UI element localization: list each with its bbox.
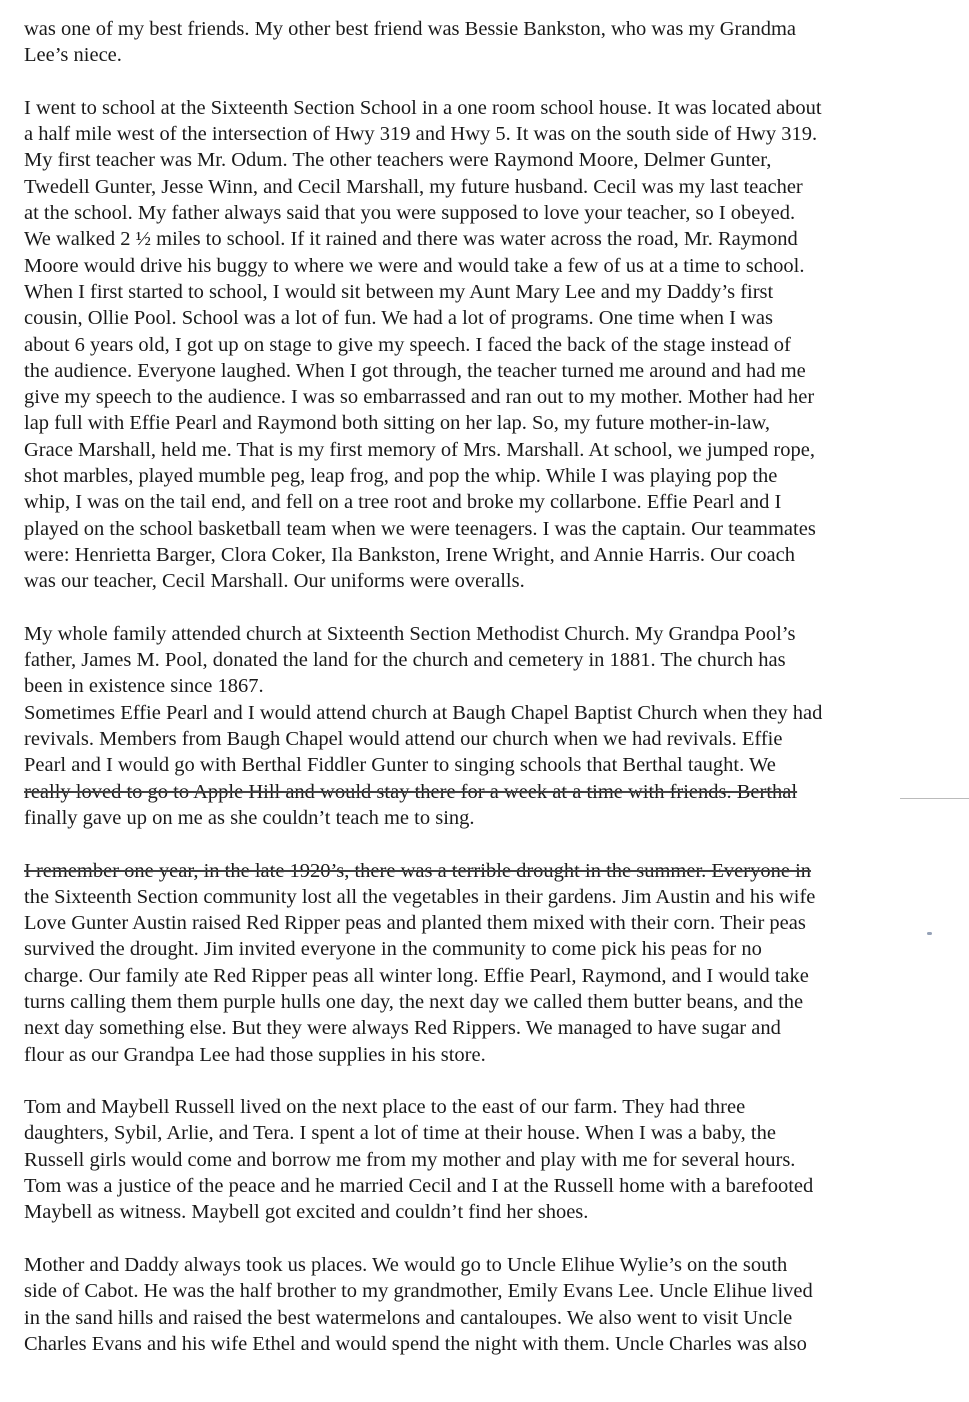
text-line: was our teacher, Cecil Marshall. Our uniforms were overalls. [24,570,525,593]
text-line: turns calling them them purple hulls one day, the next day we called them butter beans, and the [24,990,804,1013]
text-line: My whole family attended church at Sixteenth Section Methodist Church. My Grandpa Pool’s [24,622,796,645]
text-line: Russell girls would come and borrow me from my mother and play with me for several hours. [24,1148,796,1171]
text-line: I went to school at the Sixteenth Section School in a one room school house. It was located about [24,96,822,119]
text-line: the audience. Everyone laughed. When I got through, the teacher turned me around and had me [24,359,806,382]
text-line: survived the drought. Jim invited everyone in the community to come pick his peas for no [24,938,762,961]
text-line: revivals. Members from Baugh Chapel would attend our church when we had revivals. Effie [24,728,783,751]
text-line: Love Gunter Austin raised Red Ripper peas and planted them mixed with their corn. Their peas [24,912,806,935]
text-line: was one of my best friends. My other best friend was Bessie Bankston, who was my Grandma [24,18,797,40]
text-line: Pearl and I would go with Berthal Fiddler Gunter to singing schools that Berthal taught. We [24,754,776,777]
paragraph-revivals [24,700,959,831]
text-line: were: Henrietta Barger, Clora Coker, Ila Bankston, Irene Wright, and Annie Harris. Our coach [24,543,795,566]
paragraph-visits [24,1252,959,1357]
text-line: played on the school basketball team when we were teenagers. I was the captain. Our teammates [24,517,816,540]
scan-artifact-line [900,798,969,799]
struck-text-line: really loved to go to Apple Hill and would stay there for a week at a time with friends. Berthal [24,780,798,803]
text-line: Grace Marshall, held me. That is my first memory of Mrs. Marshall. At school, we jumped rope, [24,438,815,461]
text-line: flour as our Grandpa Lee had those supplies in his store. [24,1043,486,1066]
text-line: When I first started to school, I would sit between my Aunt Mary Lee and my Daddy’s first [24,280,774,303]
text-line: at the school. My father always said that you were supposed to love your teacher, so I obeyed. [24,202,796,225]
text-line: Sometimes Effie Pearl and I would attend church at Baugh Chapel Baptist Church when they had [24,701,823,724]
text-line: about 6 years old, I got up on stage to give my speech. I faced the back of the stage instead of [24,333,791,356]
scan-artifact-dot [927,932,932,935]
paragraph-russells [24,1094,959,1225]
struck-text-line: I remember one year, in the late 1920’s, there was a terrible drought in the summer. Everyone in [24,859,812,882]
text-line: shot marbles, played mumble peg, leap frog, and pop the whip. While I was playing pop the [24,465,778,488]
text-line: Tom and Maybell Russell lived on the next place to the east of our farm. They had three [24,1096,746,1119]
paragraph-church [24,621,959,700]
text-line: in the sand hills and raised the best watermelons and cantaloupes. We also went to visit Uncle [24,1306,793,1329]
text-line: Tom was a justice of the peace and he married Cecil and I at the Russell home with a barefooted [24,1175,814,1198]
text-line: side of Cabot. He was the half brother to my grandmother, Emily Evans Lee. Uncle Elihue lived [24,1280,813,1303]
text-line: Maybell as witness. Maybell got excited and couldn’t find her shoes. [24,1201,589,1224]
text-line: Twedell Gunter, Jesse Winn, and Cecil Marshall, my future husband. Cecil was my last teacher [24,175,803,198]
text-line: the Sixteenth Section community lost all the vegetables in their gardens. Jim Austin and his wife [24,885,816,908]
paragraph-drought [24,858,959,1068]
text-line: Charles Evans and his wife Ethel and would spend the night with them. Uncle Charles was also [24,1332,807,1355]
text-line: Mother and Daddy always took us places. We would go to Uncle Elihue Wylie’s on the south [24,1253,788,1276]
text-line: cousin, Ollie Pool. School was a lot of fun. We had a lot of programs. One time when I was [24,307,773,330]
document-page [24,16,959,1383]
text-line: father, James M. Pool, donated the land for the church and cemetery in 1881. The church has [24,649,786,672]
text-line: been in existence since 1867. [24,675,264,698]
text-line: whip, I was on the tail end, and fell on a tree root and broke my collarbone. Effie Pearl and I [24,491,782,514]
paragraph-school [24,95,959,595]
text-line: Moore would drive his buggy to where we were and would take a few of us at a time to school. [24,254,805,277]
text-line: next day something else. But they were always Red Rippers. We managed to have sugar and [24,1017,781,1040]
text-line: a half mile west of the intersection of Hwy 319 and Hwy 5. It was on the south side of Hwy 319. [24,123,818,146]
text-line: charge. Our family ate Red Ripper peas all winter long. Effie Pearl, Raymond, and I would take [24,964,809,987]
text-line: daughters, Sybil, Arlie, and Tera. I spent a lot of time at their house. When I was a baby, the [24,1122,776,1145]
text-line: lap full with Effie Pearl and Raymond both sitting on her lap. So, my future mother-in-law, [24,412,770,435]
text-line: finally gave up on me as she couldn’t teach me to sing. [24,806,475,829]
paragraph-friends [24,16,959,69]
text-line: Lee’s niece. [24,44,122,67]
text-line: My first teacher was Mr. Odum. The other teachers were Raymond Moore, Delmer Gunter, [24,149,772,172]
text-line: We walked 2 ½ miles to school. If it rained and there was water across the road, Mr. Raymond [24,228,798,251]
text-line: give my speech to the audience. I was so embarrassed and ran out to my mother. Mother had her [24,386,815,409]
